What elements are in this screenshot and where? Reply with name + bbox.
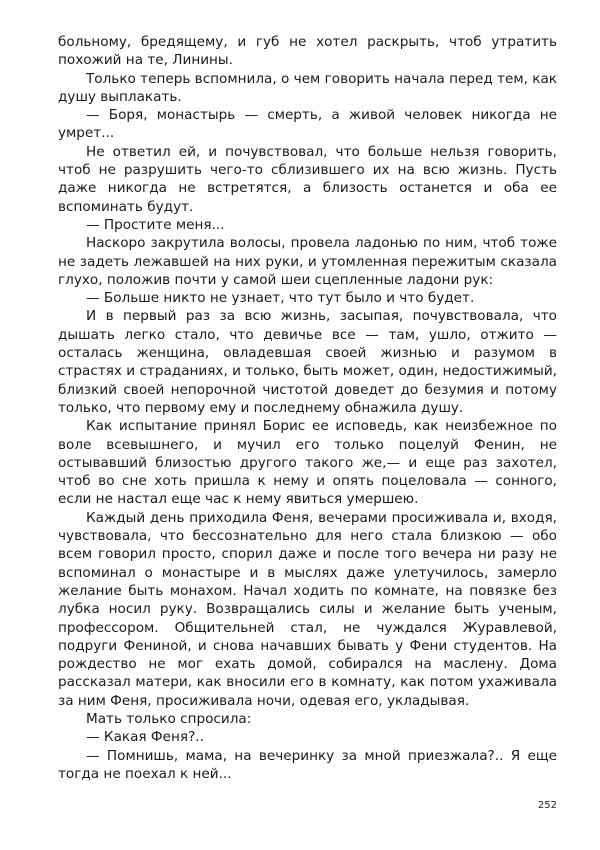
paragraph-9: Как испытание принял Борис ее исповедь, как неизбежное по воле всевышнего, и мучил его только поцелуй Фенин, не остывавший близостью другого такого же,— и еще раз захотел, чтоб во сне хоть пришла к нему и опять поцеловала — сонного, если не настал еще час к нему явиться умершею. bbox=[58, 418, 557, 508]
paragraph-7: — Больше никто не узнает, что тут было и что будет. bbox=[86, 290, 475, 307]
paragraph-5: — Простите меня... bbox=[86, 216, 225, 233]
page-body-text bbox=[58, 33, 557, 783]
paragraph-4: Не ответил ей, и почувствовал, что больше нельзя говорить, чтоб не разрушить чего-то сблизившего их на всю жизнь. Пусть даже никогда не встретятся, а близость останется и оба ее вспоминать будут. bbox=[58, 143, 557, 215]
paragraph-1: больному, бредящему, и губ не хотел раскрыть, чтоб утратить похожий на те, Линины. bbox=[58, 34, 557, 69]
paragraph-11: Мать только спросила: bbox=[86, 710, 252, 727]
paragraph-10: Каждый день приходила Феня, вечерами просиживала и, входя, чувствовала, что бессознательно для него стала близкою — обо всем говорил просто, спорил даже и после того вечера ни разу не вспоминал о монастыре и в мыслях даже улетучилось, замерло желание быть монахом. Начал ходить по комнате, на повязке без лубка носил руку. Возвращались силы и желание быть ученым, профессором. Общительней стал, не чуждался Журавлевой, подруги Фениной, и снова начавших бывать у Фени студентов. На рождество не мог ехать домой, собирался на маслену. Дома рассказал матери, как вносили его в комнату, как потом ухаживала за ним Феня, просиживала ночи, одевая его, укладывая. bbox=[58, 509, 557, 709]
paragraph-2: Только теперь вспомнила, о чем говорить начала перед тем, как душу выплакать. bbox=[58, 70, 557, 105]
paragraph-6: Наскоро закрутила волосы, провела ладонью по ним, чтоб тоже не задеть лежавшей на них руки, и утомленная пережитым сказала глухо, положив почти у самой шеи сцепленные ладони рук: bbox=[58, 235, 557, 288]
paragraph-12: — Какая Феня?.. bbox=[86, 729, 204, 746]
paragraph-13: — Помнишь, мама, на вечеринку за мной приезжала?.. Я еще тогда не поехал к ней... bbox=[58, 747, 557, 782]
paragraph-3: — Боря, монастырь — смерть, а живой человек никогда не умрет... bbox=[58, 107, 557, 142]
paragraph-8: И в первый раз за всю жизнь, засыпая, почувствовала, что дышать легко стало, что девичье все — там, ушло, отжито — осталась женщина, овладевшая своей жизнью и разумом в страстях и страданиях, и только, быть может, один, недостижимый, близкий своей непорочной чистотой доведет до безумия и потому только, что первому ему и последнему обнажила душу. bbox=[58, 308, 557, 416]
page-number: 252 bbox=[537, 800, 557, 811]
